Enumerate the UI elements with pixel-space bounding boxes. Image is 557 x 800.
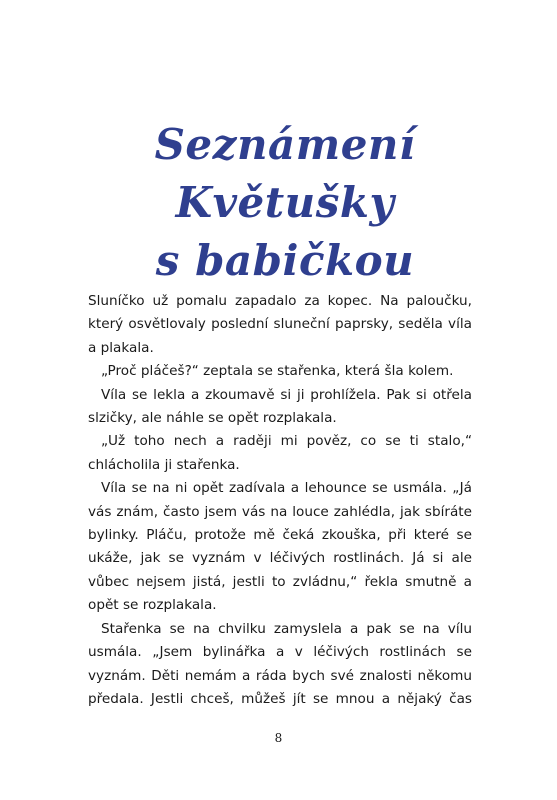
chapter-title bbox=[40, 116, 530, 290]
paragraph: Víla se na ni opět zadívala a lehounce se usmála. „Já vás znám, často jsem vás na louce zahlédla, jak sbíráte bylinky. Pláču, protože mě čeká zkouška, při které se ukáže, jak se vyznám v léčivých rostlinách. Já si ale vůbec nejsem jistá, jestli to zvládnu,“ řekla smutně a opět se rozplakala. bbox=[88, 480, 472, 614]
page-number: 8 bbox=[274, 731, 283, 745]
body-text bbox=[88, 290, 472, 711]
paragraph: „Proč pláčeš?“ zeptala se stařenka, která šla kolem. bbox=[101, 363, 454, 380]
chapter-title-line-2: s babičkou bbox=[155, 236, 415, 286]
paragraph: Stařenka se na chvilku zamyslela a pak se na vílu usmála. „Jsem bylinářka a v léčivých rostlinách se vyznám. Děti nemám a ráda bych své znalosti někomu předala. Jestli chceš, můžeš jít se mnou a nějaký čas bbox=[88, 620, 472, 707]
paragraph: „Už toho nech a raději mi pověz, co se ti stalo,“ chlácholila ji stařenka. bbox=[88, 433, 472, 473]
paragraph: Sluníčko už pomalu zapadalo za kopec. Na paloučku, který osvětlovaly poslední sluneční paprsky, seděla víla a plakala. bbox=[88, 293, 472, 356]
chapter-title-line-1: Seznámení Květušky bbox=[154, 120, 416, 228]
paragraph: Víla se lekla a zkoumavě si ji prohlížela. Pak si otřela slzičky, ale náhle se opět rozplakala. bbox=[88, 386, 472, 427]
